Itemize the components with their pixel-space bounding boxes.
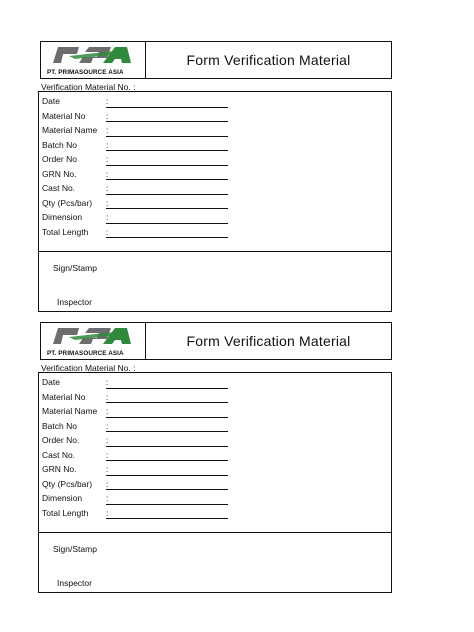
field-label: Qty (Pcs/bar) bbox=[42, 478, 93, 489]
verification-form-1 bbox=[0, 41, 474, 321]
field-row-batch-no: Batch No : bbox=[39, 419, 391, 434]
field-row-qty: Qty (Pcs/bar) : bbox=[39, 477, 391, 492]
field-row-cast-no: Cast No. : bbox=[39, 181, 391, 196]
field-label: GRN No. bbox=[42, 168, 77, 179]
field-row-material-no: Material No : bbox=[39, 390, 391, 405]
fill-line[interactable] bbox=[106, 475, 228, 476]
inspector-label: Inspector bbox=[57, 297, 92, 307]
fill-line[interactable] bbox=[106, 136, 228, 137]
field-row-date: Date : bbox=[39, 375, 391, 390]
field-row-cast-no: Cast No. : bbox=[39, 448, 391, 463]
fill-line[interactable] bbox=[106, 107, 228, 108]
fill-line[interactable] bbox=[106, 179, 228, 180]
fill-line[interactable] bbox=[106, 194, 228, 195]
form-header bbox=[40, 322, 392, 360]
field-row-dimension: Dimension : bbox=[39, 210, 391, 225]
fill-line[interactable] bbox=[106, 150, 228, 151]
field-row-grn-no: GRN No. : bbox=[39, 167, 391, 182]
field-row-material-name: Material Name : bbox=[39, 123, 391, 138]
form-body bbox=[38, 91, 392, 312]
field-label: Dimension bbox=[42, 493, 83, 503]
field-row-total-length: Total Length : bbox=[39, 506, 391, 521]
field-label: Cast No. bbox=[42, 449, 76, 460]
form-header bbox=[40, 41, 392, 79]
field-label: Material Name bbox=[42, 125, 98, 135]
field-label: Material No bbox=[42, 110, 86, 121]
divider bbox=[39, 532, 391, 533]
verification-form-2 bbox=[0, 322, 474, 602]
field-row-grn-no: GRN No. : bbox=[39, 462, 391, 477]
field-row-qty: Qty (Pcs/bar) : bbox=[39, 196, 391, 211]
field-label: Batch No bbox=[42, 420, 77, 431]
sign-stamp-label: Sign/Stamp bbox=[53, 263, 97, 273]
company-name: PT. PRIMASOURCE ASIA bbox=[47, 69, 124, 76]
field-label: Date bbox=[42, 377, 60, 387]
psa-logo-icon bbox=[49, 326, 133, 346]
field-label: Qty (Pcs/bar) bbox=[42, 197, 93, 208]
form-title: Form Verification Material bbox=[186, 333, 351, 349]
field-row-total-length: Total Length : bbox=[39, 225, 391, 240]
fill-line[interactable] bbox=[106, 388, 228, 389]
field-row-dimension: Dimension : bbox=[39, 491, 391, 506]
fill-line[interactable] bbox=[106, 446, 228, 447]
field-label: Order No bbox=[42, 154, 77, 164]
fill-line[interactable] bbox=[106, 417, 228, 418]
fill-line[interactable] bbox=[106, 402, 228, 403]
field-row-batch-no: Batch No : bbox=[39, 138, 391, 153]
field-label: Cast No. bbox=[42, 183, 76, 193]
fill-line[interactable] bbox=[106, 208, 228, 209]
psa-logo-icon bbox=[49, 45, 133, 65]
fill-line[interactable] bbox=[106, 489, 228, 490]
field-label: Material No bbox=[42, 391, 86, 402]
field-label: Batch No bbox=[42, 139, 77, 150]
divider bbox=[39, 251, 391, 252]
field-label: Order No. bbox=[42, 435, 80, 445]
field-label: Total Length bbox=[42, 507, 89, 518]
fill-line[interactable] bbox=[106, 504, 228, 505]
form-body bbox=[38, 372, 392, 593]
form-title: Form Verification Material bbox=[186, 52, 351, 68]
field-row-material-no: Material No : bbox=[39, 109, 391, 124]
fill-line[interactable] bbox=[106, 460, 228, 461]
fill-line[interactable] bbox=[106, 165, 228, 166]
fill-line[interactable] bbox=[106, 223, 228, 224]
field-label: GRN No. bbox=[42, 464, 77, 474]
fill-line[interactable] bbox=[106, 431, 228, 432]
field-label: Dimension bbox=[42, 212, 83, 222]
field-label: Material Name bbox=[42, 406, 98, 416]
fill-line[interactable] bbox=[106, 121, 228, 122]
verification-material-no-label: Verification Material No. : bbox=[41, 363, 136, 373]
field-row-material-name: Material Name : bbox=[39, 404, 391, 419]
field-label: Total Length bbox=[42, 226, 89, 237]
field-row-order-no: Order No. : bbox=[39, 433, 391, 448]
field-row-order-no: Order No : bbox=[39, 152, 391, 167]
field-label: Date bbox=[42, 96, 60, 106]
fill-line[interactable] bbox=[106, 518, 228, 519]
verification-material-no-label: Verification Material No. : bbox=[41, 82, 136, 92]
company-logo bbox=[41, 42, 146, 78]
company-logo bbox=[41, 323, 146, 359]
company-name: PT. PRIMASOURCE ASIA bbox=[47, 350, 124, 357]
inspector-label: Inspector bbox=[57, 578, 92, 588]
field-row-date: Date : bbox=[39, 94, 391, 109]
sign-stamp-label: Sign/Stamp bbox=[53, 544, 97, 554]
fill-line[interactable] bbox=[106, 237, 228, 238]
